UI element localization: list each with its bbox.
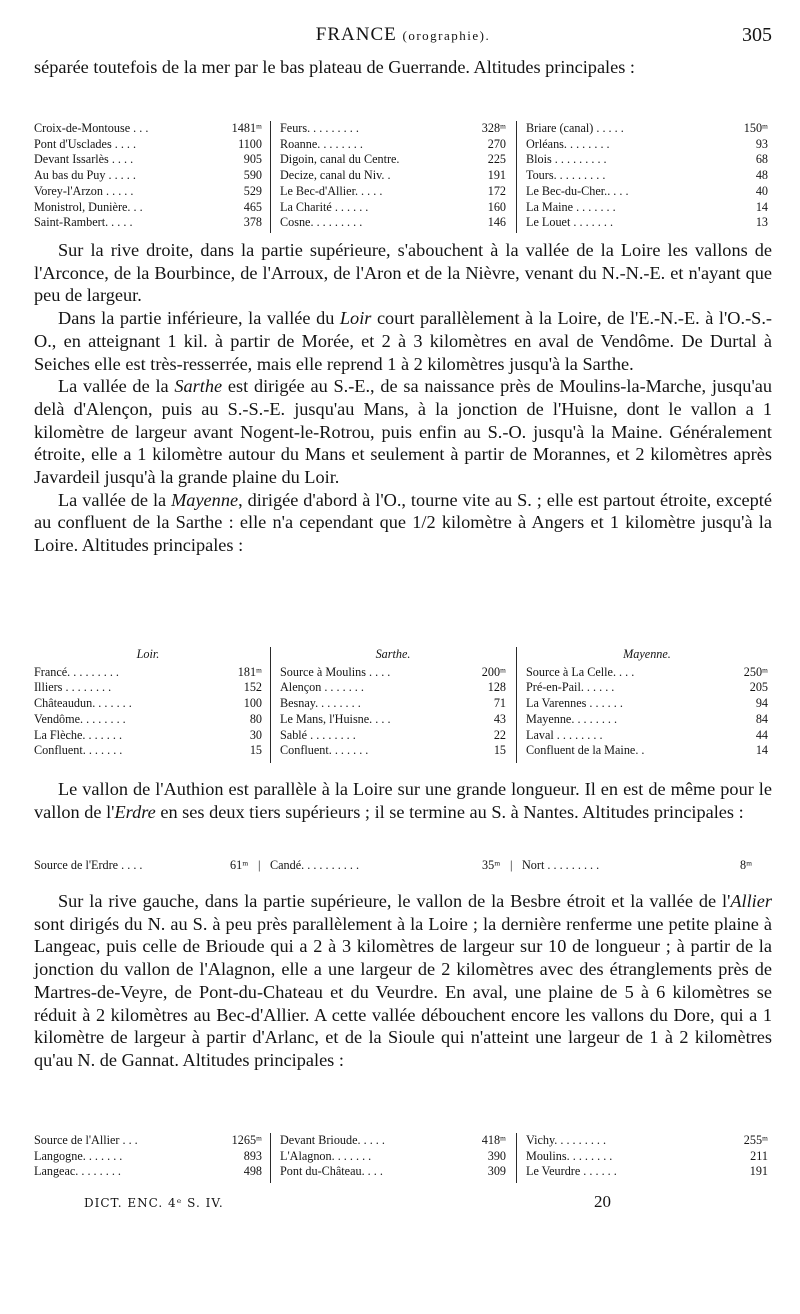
- table-row: [526, 712, 768, 728]
- table-row: [34, 184, 262, 200]
- table-row: [280, 184, 506, 200]
- altitude-value: 498: [243, 1164, 262, 1179]
- place-name: Briare (canal) . . . . .: [526, 121, 624, 135]
- altitude-value: 191: [487, 168, 506, 183]
- table-row: [526, 696, 768, 712]
- column-header: Loir.: [136, 647, 160, 661]
- table-row: [526, 184, 768, 200]
- altitude-table-tributaries: [34, 647, 772, 765]
- table-row: [34, 696, 262, 712]
- altitude-value: 200ᵐ: [481, 664, 506, 679]
- place-name: Source de l'Allier . . .: [34, 1133, 138, 1147]
- place-name: La Charité . . . . . .: [280, 199, 369, 214]
- place-name: Le Veurdre . . . . . .: [526, 1164, 617, 1179]
- altitude-value: 390: [487, 1148, 506, 1163]
- altitude-value: 100: [243, 696, 262, 711]
- table-row: [526, 168, 768, 184]
- place-name: Devant Issarlès . . . .: [34, 152, 134, 167]
- altitude-table-allier: [34, 1133, 772, 1185]
- place-name: Tours. . . . . . . . .: [526, 168, 606, 183]
- place-name: Saint-Rambert. . . . .: [34, 215, 133, 230]
- table-column: [526, 121, 768, 231]
- table-column: [526, 647, 768, 759]
- altitude-value: 128: [487, 680, 506, 695]
- place-name: Alençon . . . . . . .: [280, 680, 364, 695]
- table-row: [34, 1149, 262, 1165]
- altitude-value: 328ᵐ: [481, 121, 506, 135]
- table-row: [34, 121, 262, 137]
- table-column: [280, 647, 506, 759]
- table-row: [526, 121, 768, 137]
- table-row: [34, 665, 262, 681]
- altitude-value: 146: [487, 215, 506, 230]
- signature-mark: DICT. ENC. 4ᵉ S. IV.: [84, 1196, 224, 1210]
- place-name: Roanne. . . . . . . .: [280, 136, 363, 151]
- place-name: Le Bec-d'Allier. . . . .: [280, 183, 383, 198]
- place-name: Croix-de-Montouse . . .: [34, 121, 149, 135]
- table-row: [34, 215, 262, 231]
- altitude-value: 30: [249, 727, 262, 742]
- altitude-value: 152: [243, 680, 262, 695]
- table-row: [526, 728, 768, 744]
- page-title: FRANCE (orographie).: [315, 24, 491, 45]
- place-name: Au bas du Puy . . . . .: [34, 168, 136, 183]
- altitude-value: 160: [487, 199, 506, 214]
- table-row: [526, 743, 768, 759]
- table-row: [34, 1164, 262, 1180]
- altitude-value: 93: [755, 136, 768, 151]
- table-row: [34, 743, 262, 759]
- place-name: Feurs. . . . . . . . .: [280, 121, 359, 135]
- place-name: Illiers . . . . . . . .: [34, 680, 112, 695]
- table-row: [280, 168, 506, 184]
- paragraph-sarthe: La vallée de la Sarthe est dirigée au S.-E., de sa naissance près de Moulins-la-Marche, jusqu'au delà d'Alençon, puis au S.-S.-E. jusqu'au Mans, à la jonction de l'Huisne, dont le vallon a 1 kilomètre de largeur avant Nogent-le-Rotrou, puis enfin au S.-O. jusqu'à la Maine. Généralement étroite, elle a 1 kilomètre autour du Mans et seulement à partir de Morannes, et 2 kilomètres après Javardeil jusqu'à la grande plaine du Loir.: [34, 376, 772, 488]
- altitude-value: 14: [755, 743, 768, 758]
- table-column: [280, 1133, 506, 1180]
- column-divider: [516, 1133, 517, 1183]
- altitude-value: 255ᵐ: [743, 1133, 768, 1147]
- altitude-value: 15: [249, 743, 262, 758]
- place-name: Pont du-Château. . . .: [280, 1164, 383, 1179]
- table-row: [280, 696, 506, 712]
- place-name: Cosne. . . . . . . . .: [280, 215, 363, 230]
- table-column: [34, 1133, 262, 1180]
- altitude-row-erdre: Source de l'Erdre . . . . 61ᵐ | Candé. . . . . . . . . . 35ᵐ | Nort . . . . . . . . . 8ᵐ: [34, 858, 753, 872]
- table-row: [34, 680, 262, 696]
- altitude-value: 44: [755, 727, 768, 742]
- place-name: La Varennes . . . . . .: [526, 696, 623, 711]
- place-name: Laval . . . . . . . .: [526, 727, 603, 742]
- table-row: [526, 1164, 768, 1180]
- place-name: Le Mans, l'Huisne. . . .: [280, 711, 391, 726]
- body-paragraphs-1: [34, 239, 772, 557]
- altitude-value: 181ᵐ: [237, 664, 262, 679]
- column-divider: [270, 121, 271, 233]
- altitude-value: 40: [755, 183, 768, 198]
- altitude-value: 150ᵐ: [743, 121, 768, 135]
- table-row: [526, 680, 768, 696]
- sheet-number: 20: [594, 1192, 611, 1211]
- altitude-value: 191: [749, 1164, 768, 1179]
- paragraph-authion: Le vallon de l'Authion est parallèle à la Loire sur une grande longueur. Il en est de même pour le vallon de l'Erdre en ses deux tiers supérieurs ; il se termine au S. à Nantes. Altitudes principales :: [34, 779, 772, 822]
- altitude-value: 211: [750, 1148, 768, 1163]
- column-header: Mayenne.: [623, 647, 671, 661]
- altitude-value: 590: [243, 168, 262, 183]
- table-column: [34, 647, 262, 759]
- place-name: Vorey-l'Arzon . . . . .: [34, 183, 134, 198]
- table-row: [280, 1149, 506, 1165]
- table-row: [34, 200, 262, 216]
- altitude-table-loire: [34, 121, 772, 236]
- table-row: [526, 137, 768, 153]
- table-row: [526, 665, 768, 681]
- place-name: Devant Brioude. . . . .: [280, 1133, 385, 1147]
- altitude-value: 84: [755, 711, 768, 726]
- altitude-value: 270: [487, 136, 506, 151]
- table-row: [280, 743, 506, 759]
- altitude-value: 1481ᵐ: [231, 121, 262, 135]
- paragraph-loir: Dans la partie inférieure, la vallée du Loir court parallèlement à la Loire, de l'E.-N.-E. à l'O.-S.-O., en atteignant 1 kil. à partir de Morée, et 2 à 3 kilomètres en aval de Vendôme. De Durtal à Seiches elle est très-resserrée, mais elle reprend 1 à 2 kilomètres jusqu'à la Sarthe.: [34, 308, 772, 374]
- table-column: [280, 121, 506, 231]
- place-name: Confluent de la Maine. .: [526, 743, 645, 758]
- altitude-value: 309: [487, 1164, 506, 1179]
- place-name: Pré-en-Pail. . . . . .: [526, 680, 615, 695]
- place-name: L'Alagnon. . . . . . .: [280, 1148, 372, 1163]
- place-name: Langeac. . . . . . . .: [34, 1164, 121, 1179]
- table-row: [280, 200, 506, 216]
- place-name: Decize, canal du Niv. .: [280, 168, 391, 183]
- table-row: [34, 152, 262, 168]
- paragraph-rive-gauche: Sur la rive gauche, dans la partie supérieure, le vallon de la Besbre étroit et la vallée de l'Allier sont dirigés du N. au S. à peu près parallèlement à la Loire ; la dernière renferme une petite plaine à Langeac, puis celle de Brioude qui a 2 à 3 kilomètres de largeur sur 10 de longueur ; à partir de la jonction du vallon de l'Alagnon, elle a une largeur de 2 kilomètres avec des étranglements près de Martres-de-Veyre, de Pont-du-Chateau et du Veurdre. En aval, une plaine de 5 à 6 kilomètres se réduit à 2 kilomètres au Bec-d'Allier. A cette vallée débouchent encore les vallons du Dore, qui a 1 kilomètre de largeur à partir d'Arlanc, et de la Sioule qui n'atteint une largeur de 1 à 2 kilomètres qu'au N. de Gannat. Altitudes principales :: [34, 891, 772, 1070]
- table-row: [280, 152, 506, 168]
- altitude-value: 71: [493, 696, 506, 711]
- place-name: Pont d'Usclades . . . .: [34, 136, 137, 151]
- altitude-value: 225: [487, 152, 506, 167]
- table-row: [280, 665, 506, 681]
- table-row: [526, 152, 768, 168]
- altitude-value: 893: [243, 1148, 262, 1163]
- altitude-value: 14: [755, 199, 768, 214]
- table-row: [34, 137, 262, 153]
- place-name: Sablé . . . . . . . .: [280, 727, 356, 742]
- table-row: [526, 215, 768, 231]
- running-header: [34, 24, 772, 52]
- altitude-value: 378: [243, 215, 262, 230]
- place-name: Confluent. . . . . . .: [280, 743, 369, 758]
- place-name: Confluent. . . . . . .: [34, 743, 123, 758]
- table-row: [280, 121, 506, 137]
- column-divider: [270, 647, 271, 763]
- table-row: [280, 712, 506, 728]
- altitude-value: 465: [243, 199, 262, 214]
- place-name: Monistrol, Dunière. . .: [34, 199, 143, 214]
- place-name: Moulins. . . . . . . .: [526, 1148, 613, 1163]
- place-name: La Flèche. . . . . . .: [34, 727, 122, 742]
- altitude-value: 80: [249, 711, 262, 726]
- intro-paragraph: séparée toutefois de la mer par le bas plateau de Guerrande. Altitudes principales :: [34, 57, 636, 77]
- altitude-value: 905: [243, 152, 262, 167]
- table-row: [34, 168, 262, 184]
- altitude-value: 22: [493, 727, 506, 742]
- table-row: [280, 1164, 506, 1180]
- table-row: [280, 137, 506, 153]
- place-name: Source à La Celle. . . .: [526, 664, 635, 679]
- table-row: [34, 712, 262, 728]
- table-row: [280, 215, 506, 231]
- place-name: Blois . . . . . . . . .: [526, 152, 607, 167]
- column-header: Sarthe.: [375, 647, 411, 661]
- table-row: [526, 1149, 768, 1165]
- column-divider: [516, 647, 517, 763]
- altitude-value: 205: [749, 680, 768, 695]
- table-column: [526, 1133, 768, 1180]
- table-row: [526, 200, 768, 216]
- table-row: [34, 728, 262, 744]
- altitude-value: 43: [493, 711, 506, 726]
- page-footer: [34, 1192, 772, 1214]
- place-name: Mayenne. . . . . . . .: [526, 711, 618, 726]
- altitude-value: 1265ᵐ: [231, 1133, 262, 1147]
- table-row: [280, 680, 506, 696]
- paragraph-rive-droite: Sur la rive droite, dans la partie supérieure, s'abouchent à la vallée de la Loire les vallons de l'Arconce, de la Bourbince, de l'Arroux, de l'Aron et de la Nièvre, venant du N.-N.-E. et n'ayant que peu de largeur.: [34, 240, 772, 306]
- place-name: Digoin, canal du Centre.: [280, 152, 400, 167]
- column-divider: [516, 121, 517, 233]
- place-name: Vichy. . . . . . . . .: [526, 1133, 607, 1147]
- altitude-value: 529: [243, 183, 262, 198]
- place-name: Source à Moulins . . . .: [280, 664, 391, 679]
- altitude-value: 1100: [238, 136, 262, 151]
- place-name: Francé. . . . . . . . .: [34, 664, 119, 679]
- table-row: [526, 1133, 768, 1149]
- altitude-value: 172: [487, 183, 506, 198]
- altitude-value: 13: [755, 215, 768, 230]
- place-name: Vendôme. . . . . . . .: [34, 711, 126, 726]
- place-name: La Maine . . . . . . .: [526, 199, 616, 214]
- table-row: [34, 1133, 262, 1149]
- table-row: [280, 728, 506, 744]
- paragraph-mayenne: La vallée de la Mayenne, dirigée d'abord à l'O., tourne vite au S. ; elle est partout étroite, excepté au confluent de la Sarthe : elle n'a cependant que 1/2 kilomètre à Angers et 1 kilomètre jusqu'à la Loire. Altitudes principales :: [34, 489, 772, 556]
- altitude-value: 68: [755, 152, 768, 167]
- altitude-value: 15: [493, 743, 506, 758]
- place-name: Orléans. . . . . . . .: [526, 136, 610, 151]
- altitude-value: 48: [755, 168, 768, 183]
- place-name: Le Bec-du-Cher.. . . .: [526, 183, 629, 198]
- column-divider: [270, 1133, 271, 1183]
- page-number: 305: [742, 24, 772, 46]
- place-name: Besnay. . . . . . . .: [280, 696, 361, 711]
- altitude-value: 94: [755, 696, 768, 711]
- table-column: [34, 121, 262, 231]
- place-name: Le Louet . . . . . . .: [526, 215, 613, 230]
- altitude-value: 418ᵐ: [481, 1133, 506, 1147]
- altitude-value: 250ᵐ: [743, 664, 768, 679]
- place-name: Châteaudun. . . . . . .: [34, 696, 132, 711]
- place-name: Langogne. . . . . . .: [34, 1148, 123, 1163]
- table-row: [280, 1133, 506, 1149]
